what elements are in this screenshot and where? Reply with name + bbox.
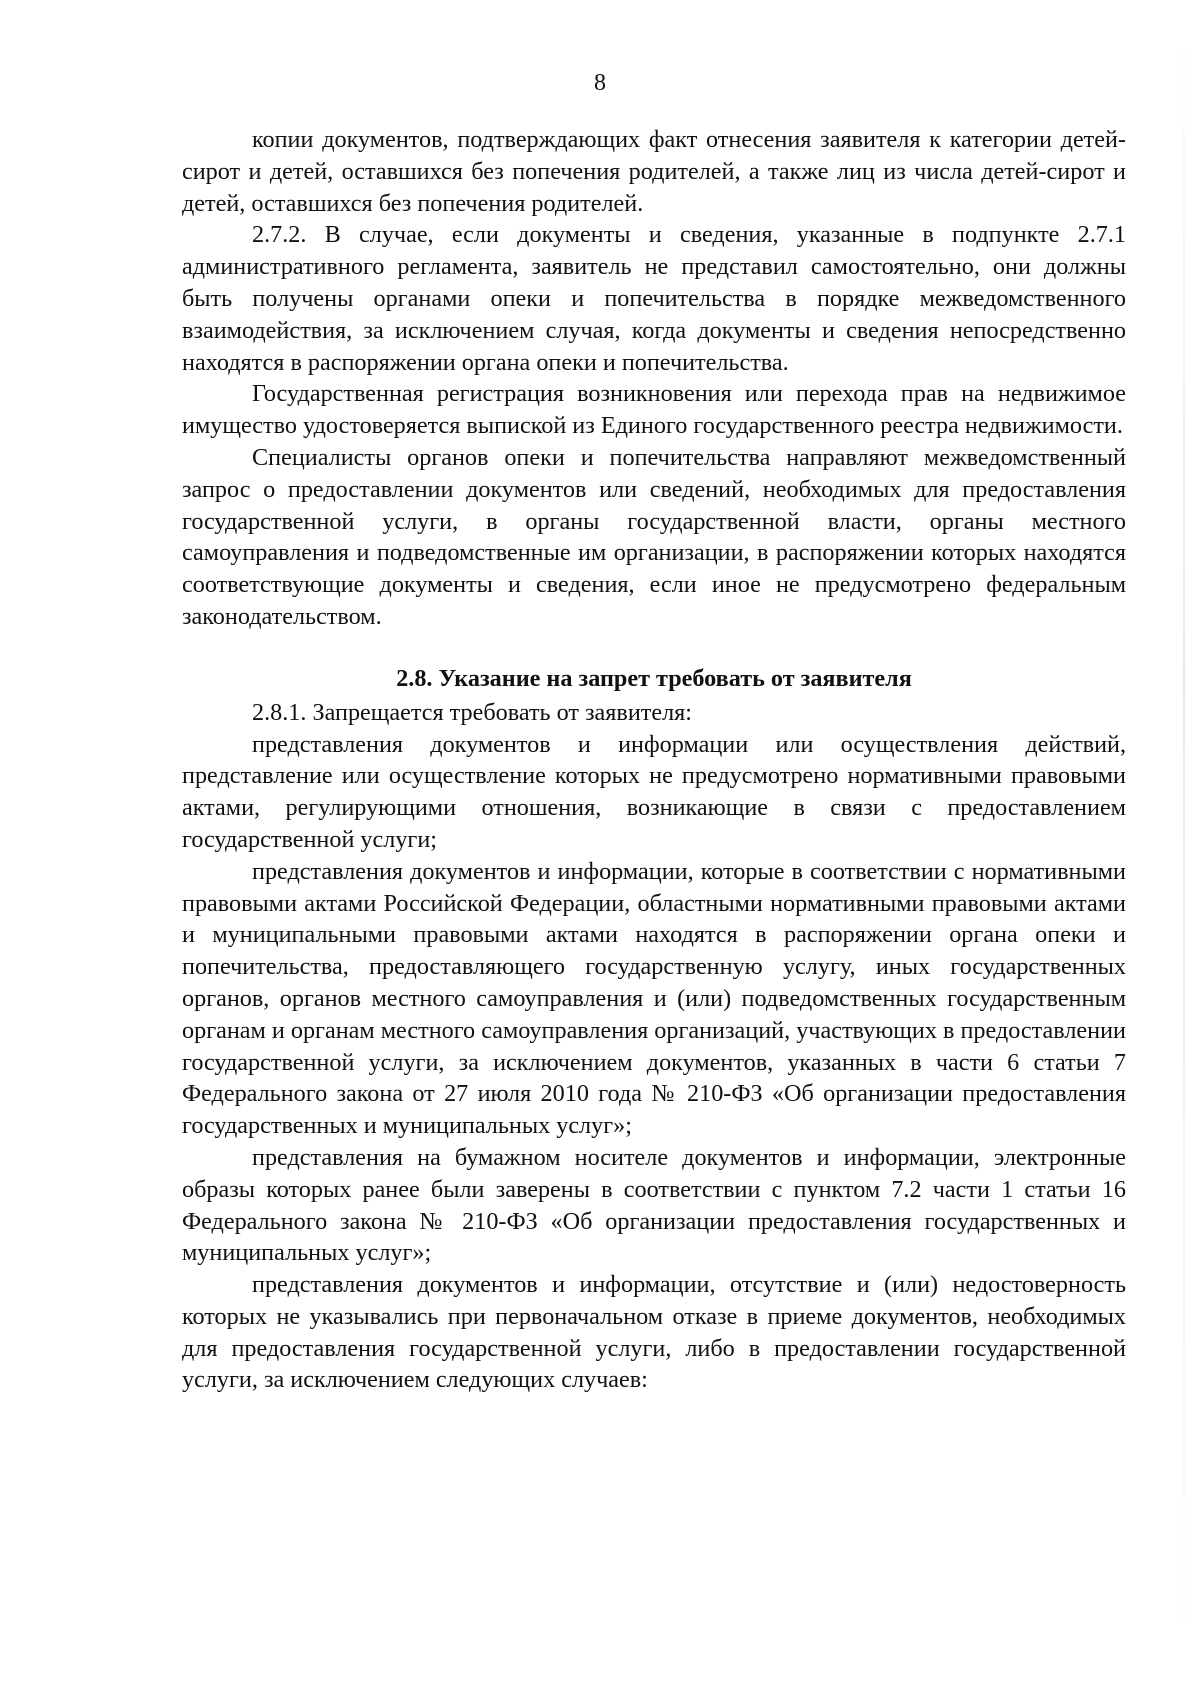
paragraph-prohibition-1: представления документов и информации или осуществления действий, представление или осуществление которых не предусмотрено нормативными правовыми актами, регулирующими отношения, возникающие в связи с предоставлением государственной услуги; <box>182 730 1126 853</box>
paragraph-prohibition-2: представления документов и информации, которые в соответствии с нормативными правовыми актами Российской Федерации, областными нормативными правовыми актами и муниципальными правовыми актами находятся в распоряжении органа опеки и попечительства, предоставляющего государственную услугу, иных государственных органов, органов местного самоуправления и (или) подведомственных государственным органам и органам местного самоуправления организаций, участвующих в предоставлении государственной услуги, за исключением документов, указанных в части 6 статьи 7 Федерального закона от 27 июля 2010 года № 210-ФЗ «Об организации предоставления государственных и муниципальных услуг»; <box>182 857 1126 1140</box>
paragraph-2-7-2: 2.7.2. В случае, если документы и сведения, указанные в подпункте 2.7.1 административного регламента, заявитель не представил самостоятельно, они должны быть получены органами опеки и попечительства в порядке межведомственного взаимодействия, за исключением случая, когда документы и сведения непосредственно находятся в распоряжении органа опеки и попечительства. <box>182 221 1126 376</box>
paragraph-copies-of-documents <box>182 124 1126 219</box>
scan-edge-line <box>1183 0 1185 1694</box>
section-heading-2-8: 2.8. Указание на запрет требовать от заявителя <box>396 664 912 692</box>
document-body <box>182 124 1126 1396</box>
page-number: 8 <box>594 70 606 96</box>
paragraph-specialists-request: Специалисты органов опеки и попечительства направляют межведомственный запрос о предоставлении документов или сведений, необходимых для предоставления государственной услуги, в органы государственной власти, органы местного самоуправления и подведомственные им организации, в распоряжении которых находятся соответствующие документы и сведения, если иное не предусмотрено федеральным законодательством. <box>182 443 1126 630</box>
paragraph-2-8-1: 2.8.1. Запрещается требовать от заявителя: <box>252 698 692 726</box>
paragraph-prohibition-3: представления на бумажном носителе документов и информации, электронные образы которых ранее были заверены в соответствии с пунктом 7.2 части 1 статьи 16 Федерального закона № 210-ФЗ «Об организации предоставления государственных и муниципальных услуг»; <box>182 1143 1126 1267</box>
paragraph-prohibition-4: представления документов и информации, отсутствие и (или) недостоверность которых не указывались при первоначальном отказе в приеме документов, необходимых для предоставления государственной услуги, либо в предоставлении государственной услуги, за исключением следующих случаев: <box>182 1271 1126 1394</box>
paragraph-state-registration: Государственная регистрация возникновения или перехода прав на недвижимое имущество удостоверяется выпиской из Единого государственного реестра недвижимости. <box>182 380 1126 440</box>
paragraph-text: копии документов, подтверждающих факт отнесения заявителя к категории детей-сирот и детей, оставшихся без попечения родителей, а также лиц из числа детей-сирот и детей, оставшихся без попечения родителей. <box>182 126 1126 217</box>
